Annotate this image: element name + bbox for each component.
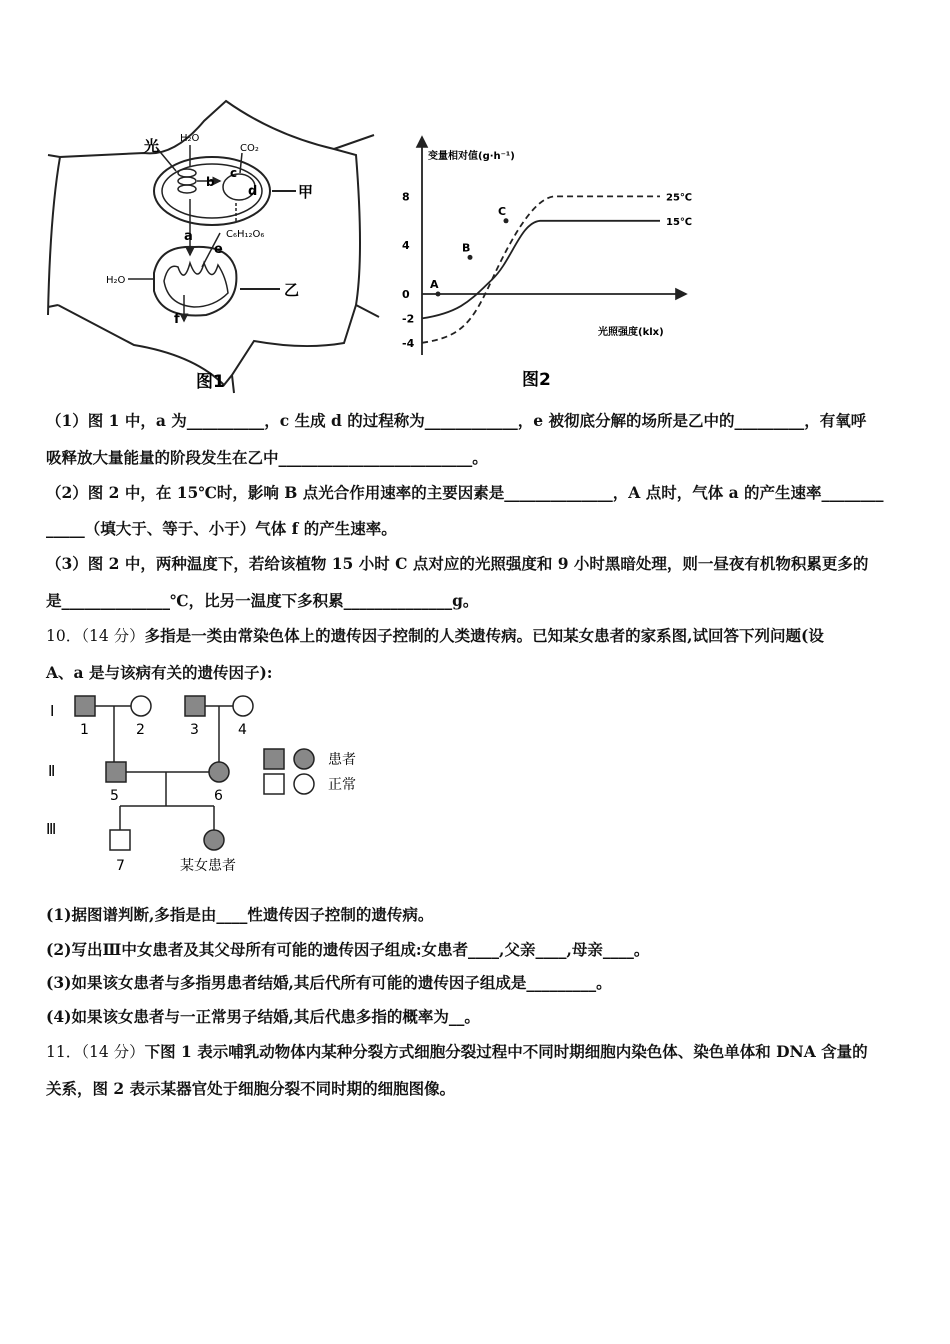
y-tick-label: 0 <box>402 288 410 301</box>
y-tick-label: -2 <box>402 312 415 326</box>
individual-4-normal-female <box>233 696 253 716</box>
q10-stem-line2: A、a 是与该病有关的遗传因子): <box>46 663 273 682</box>
label-a: a <box>184 229 193 244</box>
individual-6-affected-female <box>209 762 229 782</box>
label-6: 6 <box>214 788 223 804</box>
individual-1-affected-male <box>75 696 95 716</box>
legend-normal-circle <box>294 774 314 794</box>
label-yi: 乙 <box>284 281 300 299</box>
label-jia: 甲 <box>298 183 314 201</box>
label-c: c <box>230 166 238 180</box>
y-axis-label: 变量相对值(g·h⁻¹) <box>428 151 515 162</box>
q11-number: 11．（14 分） <box>46 1043 145 1061</box>
label-proband: 某女患者 <box>180 858 236 874</box>
label-h2o-left: H₂O <box>106 275 126 286</box>
label-5: 5 <box>110 788 119 804</box>
label-1: 1 <box>80 722 89 738</box>
q11-stem-line2: 关系，图 2 表示某器官处于细胞分裂不同时期的细胞图像。 <box>46 1079 456 1098</box>
label-f: f <box>174 312 180 327</box>
figure-1-caption: 图1 <box>196 372 225 392</box>
y-tick-label: 4 <box>402 239 410 253</box>
q11-stem-text: 下图 1 表示哺乳动物体内某种分裂方式细胞分裂过程中不同时期细胞内染色体、染色单体和 DNA 含量的 <box>144 1042 868 1061</box>
point-label-C: C <box>498 204 507 218</box>
point-C <box>504 218 509 223</box>
label-h2o-top: H₂O <box>180 133 200 144</box>
q10-stem-line1 <box>46 625 916 647</box>
point-label-B: B <box>462 241 471 255</box>
q9-part1-line2: 吸释放大量能量的阶段发生在乙中_________________________。 <box>46 448 488 467</box>
q9-part2-line2: _____（填大于、等于、小于）气体 f 的产生速率。 <box>46 519 397 538</box>
series-label-1: 15℃ <box>666 216 693 228</box>
legend-affected-label: 患者 <box>328 752 356 768</box>
y-tick-label: 8 <box>402 190 410 204</box>
label-2: 2 <box>136 722 145 738</box>
y-tick-label: -4 <box>402 336 415 350</box>
individual-2-normal-female <box>131 696 151 716</box>
individual-7-normal-male <box>110 830 130 850</box>
gen-label-3: Ⅲ <box>46 820 57 838</box>
q10-sub3: (3)如果该女患者与多指男患者结婚,其后代所有可能的遗传因子组成是_________。 <box>46 973 612 992</box>
label-c6h12o6: C₆H₁₂O₆ <box>226 229 265 240</box>
q10-number: 10．（14 分） <box>46 627 145 645</box>
label-b: b <box>206 175 215 189</box>
point-A <box>436 292 441 297</box>
individual-3-affected-male <box>185 696 205 716</box>
individual-5-affected-male <box>106 762 126 782</box>
gen-label-1: Ⅰ <box>50 702 55 720</box>
label-4: 4 <box>238 722 247 738</box>
q11-stem-line1 <box>46 1041 916 1063</box>
q9-part1-line1: （1）图 1 中，a 为__________，c 生成 d 的过程称为____________，e 被彻底分解的场所是乙中的_________，有氧呼 <box>46 411 867 430</box>
q9-part3-line2: 是______________℃，比另一温度下多积累______________g。 <box>46 591 479 610</box>
figure-2-caption: 图2 <box>522 370 551 390</box>
legend-affected-circle <box>294 749 314 769</box>
q10-sub4: (4)如果该女患者与一正常男子结婚,其后代患多指的概率为__。 <box>46 1007 480 1026</box>
label-e: e <box>214 242 223 257</box>
q9-part3-line1: （3）图 2 中，两种温度下，若给该植物 15 小时 C 点对应的光照强度和 9 小时黑暗处理，则一昼夜有机物积累更多的 <box>46 554 869 573</box>
label-light: 光 <box>144 137 160 155</box>
figure-2-chart <box>392 95 712 395</box>
label-d: d <box>248 184 258 199</box>
q10-stem-text: 多指是一类由常染色体上的遗传因子控制的人类遗传病。已知某女患者的家系图,试回答下列问题(设 <box>144 626 824 645</box>
series-line-0 <box>422 196 660 342</box>
q10-sub2: (2)写出Ⅲ中女患者及其父母所有可能的遗传因子组成:女患者____,父亲____,母亲____。 <box>46 940 650 959</box>
point-label-A: A <box>430 278 439 291</box>
q10-sub1: (1)据图谱判断,多指是由____性遗传因子控制的遗传病。 <box>46 905 434 924</box>
label-7: 7 <box>116 858 125 874</box>
series-label-0: 25℃ <box>666 192 693 204</box>
x-axis-label: 光照强度(klx) <box>598 327 664 338</box>
q9-part2-line1: （2）图 2 中，在 15℃时，影响 B 点光合作用速率的主要因素是______________，A 点时，气体 a 的产生速率________ <box>46 483 884 502</box>
legend-affected-square <box>264 749 284 769</box>
point-B <box>468 255 473 260</box>
label-co2: CO₂ <box>240 143 259 154</box>
gen-label-2: Ⅱ <box>48 762 56 780</box>
pedigree-chart <box>44 690 374 880</box>
individual-proband-affected-female <box>204 830 224 850</box>
figure-1-cell-diagram <box>44 95 384 395</box>
label-3: 3 <box>190 722 199 738</box>
legend-normal-square <box>264 774 284 794</box>
series-line-1 <box>422 221 660 319</box>
legend-normal-label: 正常 <box>328 777 356 793</box>
